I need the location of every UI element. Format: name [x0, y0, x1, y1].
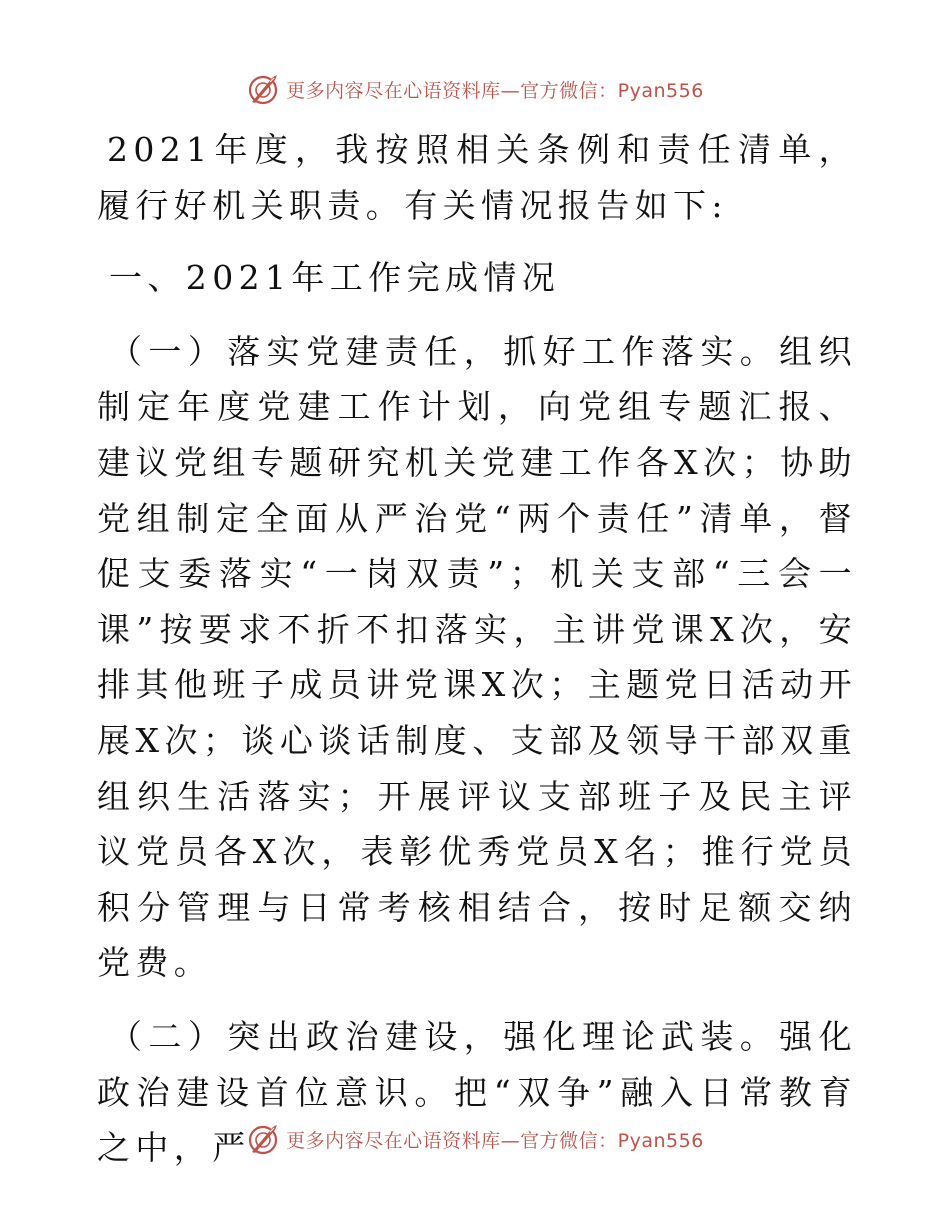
document-body	[97, 122, 857, 1176]
watermark-text: 更多内容尽在心语资料库—官方微信：Pyan556	[286, 1129, 704, 1152]
watermark-footer	[0, 1122, 950, 1156]
quill-seal-icon	[246, 72, 280, 106]
intro-paragraph: 2021年度，我按照相关条例和责任清单，履行好机关职责。有关情况报告如下:	[97, 130, 857, 225]
quill-seal-icon	[246, 1122, 280, 1156]
watermark-text: 更多内容尽在心语资料库—官方微信：Pyan556	[286, 79, 704, 102]
section-2-paragraph: （二）突出政治建设，强化理论武装。强化政治建设首位意识。把“双争”融入日常教育之中，严	[97, 1016, 857, 1168]
section-heading: 一、2021年工作完成情况	[109, 258, 561, 298]
watermark-header	[0, 72, 950, 106]
section-1-paragraph: （一）落实党建责任，抓好工作落实。组织制定年度党建工作计划，向党组专题汇报、建议党组专题研究机关党建工作各X次；协助党组制定全面从严治党“两个责任”清单，督促支委落实“一岗双责”；机关支部“三会一课”按要求不折不扣落实，主讲党课X次，安排其他班子成员讲党课X次；主题党日活动开展X次；谈心谈话制度、支部及领导干部双重组织生活落实；开展评议支部班子及民主评议党员各X次，表彰优秀党员X名；推行党员积分管理与日常考核相结合，按时足额交纳党费。	[97, 331, 857, 983]
